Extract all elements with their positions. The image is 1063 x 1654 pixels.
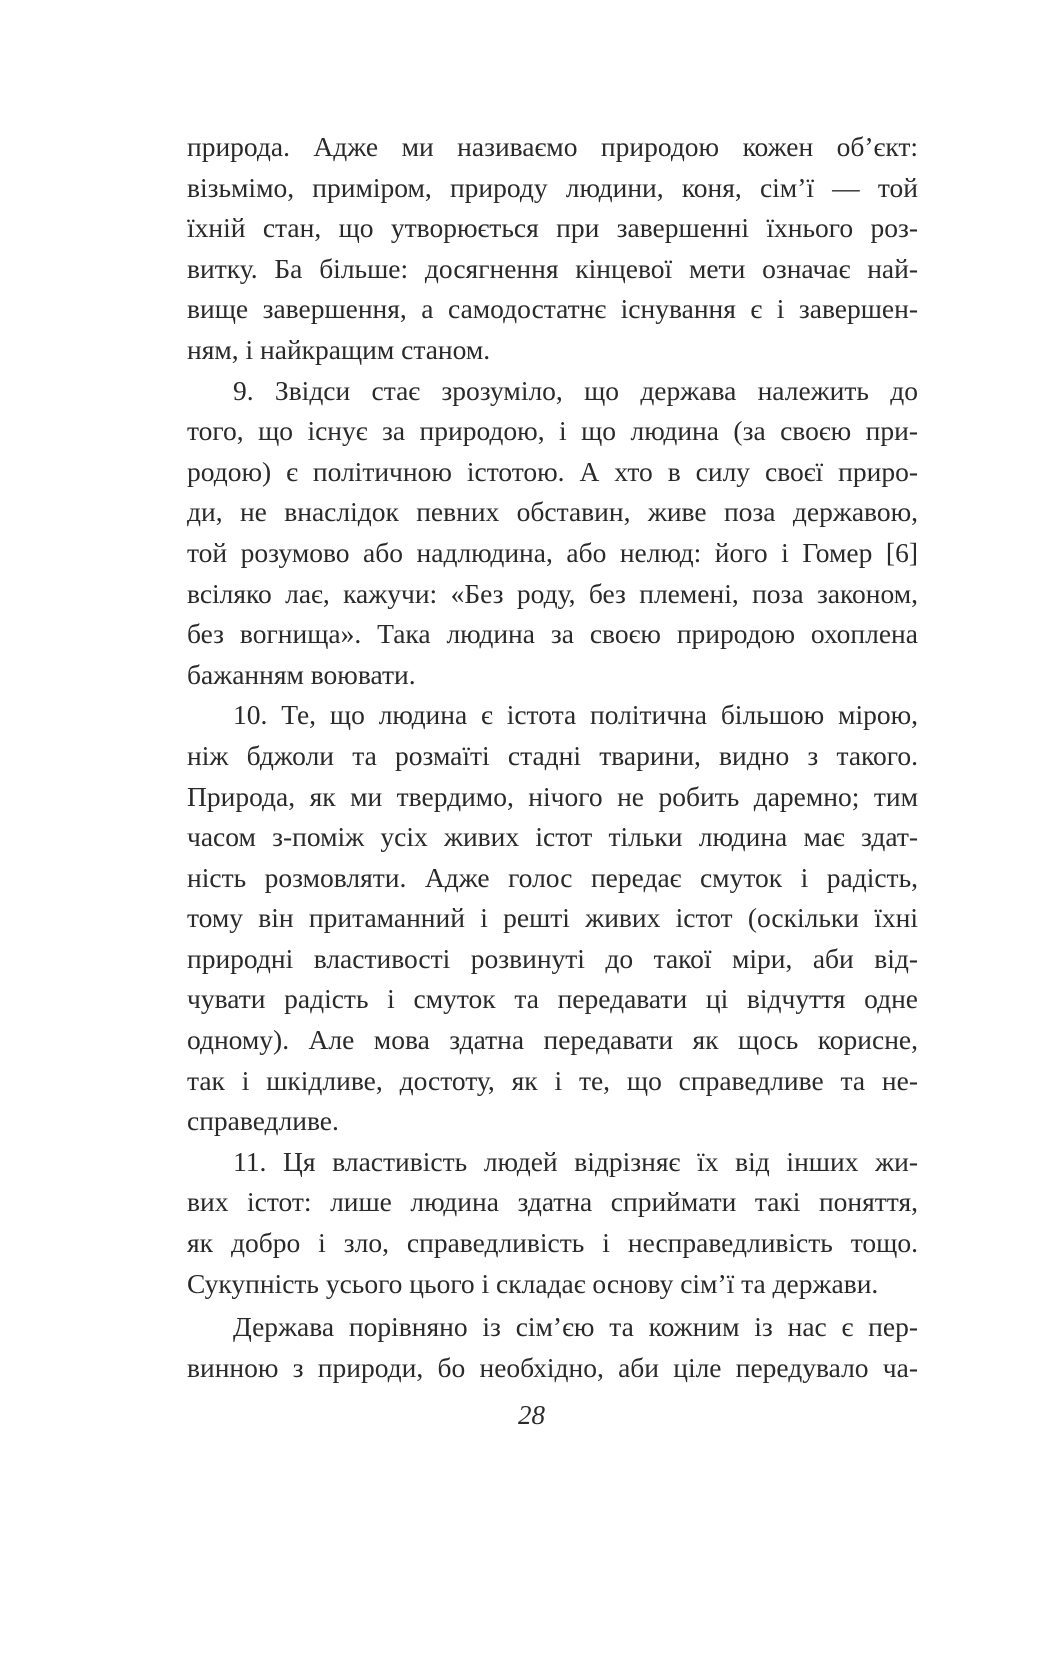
- text-line: вище завершення, а самодостатнє існування є і завершен-: [187, 293, 918, 325]
- text-line: чувати радість і смуток та передавати ці відчуття одне: [187, 983, 918, 1015]
- paragraph: [187, 1307, 918, 1388]
- text-line: Природа, як ми твердимо, нічого не робить даремно; тим: [187, 780, 918, 812]
- text-line: природні властивості розвинуті до такої міри, аби від-: [187, 942, 918, 974]
- text-line: як добро і зло, справедливість і несправедливість тощо.: [187, 1227, 918, 1259]
- text-line: справедливе.: [187, 1105, 339, 1137]
- text-line: той розумово або надлюдина, або нелюд: його і Гомер [6]: [187, 536, 918, 568]
- text-line: ність розмовляти. Адже голос передає смуток і радість,: [187, 861, 918, 893]
- text-line: витку. Ба більше: досягнення кінцевої мети означає най-: [187, 252, 918, 284]
- text-line: 10. Те, що людина є істота політична більшою мірою,: [233, 699, 918, 731]
- text-line: бажанням воювати.: [187, 658, 416, 690]
- page-number: 28: [518, 1400, 545, 1430]
- text-line: 9. Звідси стає зрозуміло, що держава належить до: [233, 374, 918, 406]
- text-line: ди, не внаслідок певних обставин, живе поза державою,: [187, 496, 918, 528]
- text-line: ням, і найкращим станом.: [187, 333, 491, 365]
- text-line: Сукупність усього цього і складає основу сім’ї та держави.: [187, 1267, 879, 1299]
- text-line: вих істот: лише людина здатна сприймати такі поняття,: [187, 1186, 918, 1218]
- paragraph: [187, 371, 918, 696]
- paragraph: [187, 1142, 918, 1304]
- text-line: природа. Адже ми називаємо природою кожен об’єкт:: [187, 131, 918, 162]
- text-line: одному). Але мова здатна передавати як щось корисне,: [187, 1024, 918, 1056]
- text-line: 11. Ця властивість людей відрізняє їх від інших жи-: [233, 1145, 918, 1177]
- text-line: всіляко лає, кажучи: «Без роду, без племені, поза законом,: [187, 577, 918, 609]
- text-line: часом з-поміж усіх живих істот тільки людина має здат-: [187, 821, 918, 853]
- text-line: Держава порівняно із сім’єю та кожним із нас є пер-: [233, 1311, 918, 1343]
- text-line: їхній стан, що утворюється при завершенні їхнього роз-: [187, 212, 918, 244]
- text-line: того, що існує за природою, і що людина (за своєю при-: [187, 415, 918, 447]
- text-line: винною з природи, бо необхідно, аби ціле передувало ча-: [187, 1351, 918, 1383]
- text-line: візьмімо, приміром, природу людини, коня, сім’ї — той: [187, 171, 918, 203]
- text-line: родою) є політичною істотою. А хто в силу своєї приро-: [187, 455, 918, 487]
- paragraph: [187, 127, 918, 371]
- text-line: без вогнища». Така людина за своєю природою охоплена: [187, 618, 918, 650]
- text-line: тому він притаманний і решті живих істот (оскільки їхні: [187, 902, 918, 934]
- paragraph: [187, 695, 918, 1142]
- text-line: так і шкідливе, достоту, як і те, що справедливе та не-: [187, 1064, 918, 1096]
- page-body: [187, 127, 918, 1388]
- text-line: ніж бджоли та розмаїті стадні тварини, видно з такого.: [187, 739, 918, 771]
